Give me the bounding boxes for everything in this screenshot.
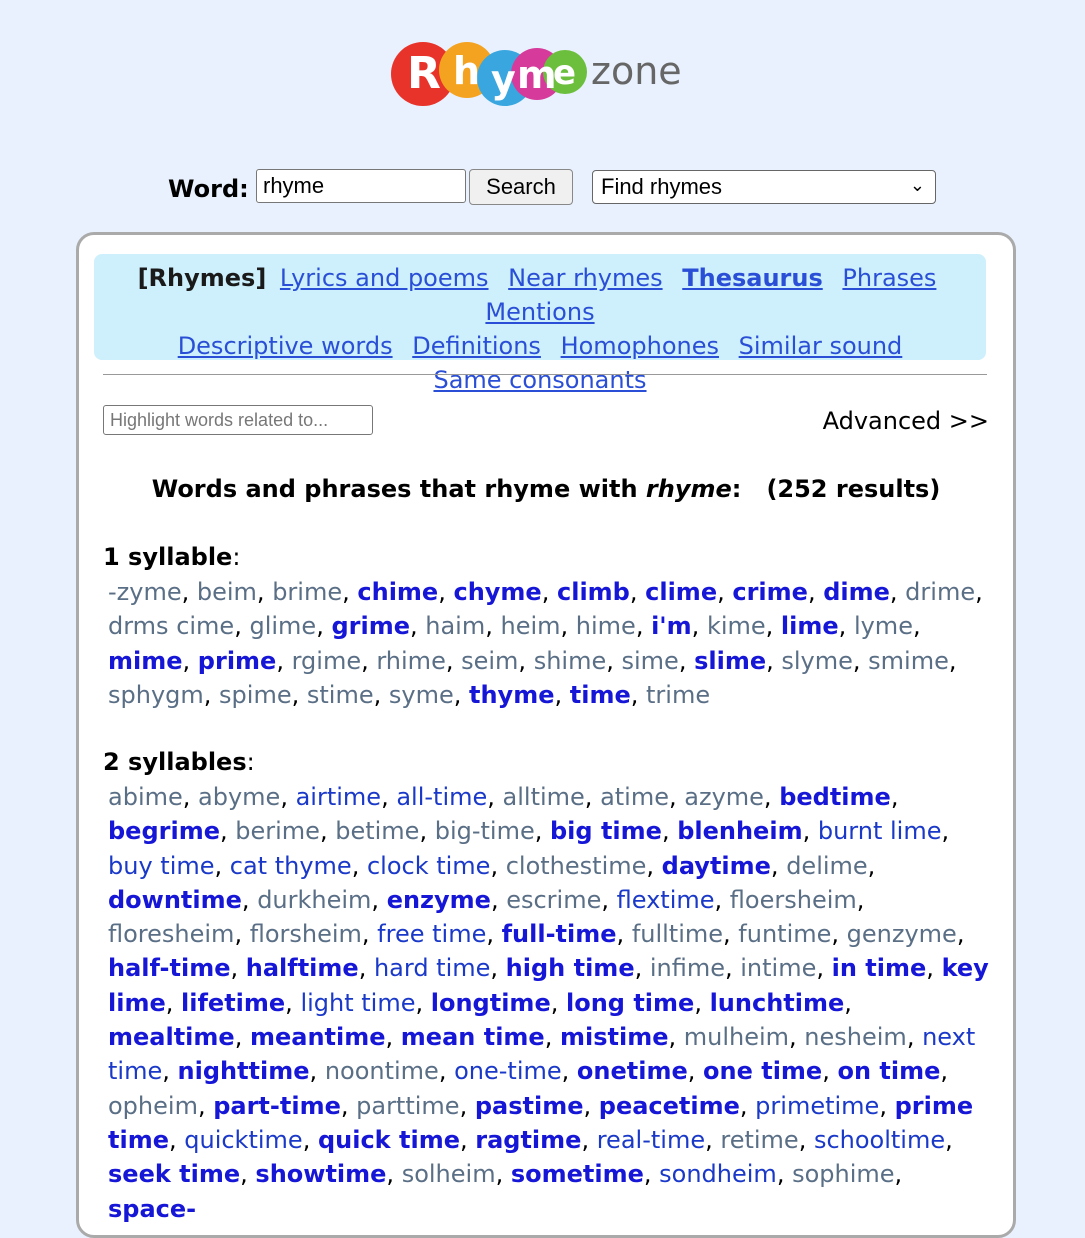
rhyme-word[interactable]: crime <box>732 578 808 606</box>
result-count: (252 results) <box>766 475 941 503</box>
nav-link-definitions[interactable]: Definitions <box>412 332 541 360</box>
nav-link-descriptive-words[interactable]: Descriptive words <box>177 332 393 360</box>
word-separator: , <box>687 1057 704 1086</box>
rhyme-word[interactable]: alltime <box>502 783 585 811</box>
word-separator: , <box>302 1125 318 1154</box>
rhyme-word[interactable]: solheim <box>401 1160 496 1189</box>
word-separator: , <box>203 680 220 709</box>
word-separator: , <box>234 612 250 641</box>
word-separator: , <box>765 612 781 641</box>
rhyme-word[interactable]: prime time <box>108 1091 974 1154</box>
rhyme-word[interactable]: airtime <box>295 783 382 811</box>
rhyme-word[interactable]: one-time <box>454 1057 562 1086</box>
rhyme-word[interactable]: sophime <box>792 1160 895 1189</box>
word-separator: , <box>485 612 501 641</box>
rhyme-word[interactable]: half-time <box>108 954 231 983</box>
word-separator: , <box>419 817 435 846</box>
word-separator: , <box>643 1160 660 1189</box>
word-separator: , <box>975 578 983 606</box>
rhyme-word[interactable]: buy time <box>108 851 215 880</box>
logo-letter: y <box>491 57 516 101</box>
rhyme-word[interactable]: burnt lime <box>817 817 942 846</box>
results-panel <box>76 232 1016 1238</box>
logo-letter: m <box>517 53 557 97</box>
word-separator: , <box>940 1057 949 1086</box>
word-separator: , <box>844 988 852 1017</box>
rhyme-word[interactable]: key lime <box>108 954 989 1017</box>
rhyme-word[interactable]: quick time <box>317 1125 460 1154</box>
word-separator: , <box>490 851 506 880</box>
rhyme-word[interactable]: downtime <box>108 885 242 914</box>
rhyme-word[interactable]: atime <box>600 783 669 811</box>
word-separator: , <box>926 954 942 983</box>
rhyme-word[interactable]: free time <box>377 920 487 949</box>
word-separator: , <box>890 783 899 811</box>
nav-current-rhymes: [Rhymes] <box>137 264 267 292</box>
logo-letter: h <box>453 49 481 93</box>
word-separator: , <box>798 1125 814 1154</box>
heading-word: rhyme <box>645 475 732 503</box>
word-separator: , <box>705 1125 721 1154</box>
rhyme-word[interactable]: time <box>569 680 631 709</box>
rhyme-word[interactable]: fulltime <box>631 920 724 949</box>
rhyme-word[interactable]: all-time <box>396 783 488 811</box>
rhyme-word[interactable]: i'm <box>651 612 692 641</box>
word-separator: , <box>629 578 646 606</box>
rhymezone-logo[interactable] <box>385 26 715 122</box>
word-separator: , <box>822 1057 838 1086</box>
rhyme-word[interactable]: chyme <box>453 578 542 606</box>
rhyme-word[interactable]: escrime <box>506 885 602 914</box>
word-separator: , <box>340 1091 357 1120</box>
rhyme-word[interactable]: part-time <box>213 1091 341 1120</box>
logo-zone-text: zone <box>591 49 682 93</box>
rhyme-word[interactable]: genzyme <box>846 920 957 949</box>
word-separator: , <box>280 783 296 811</box>
rhyme-word[interactable]: abyme <box>198 783 281 811</box>
rhyme-word[interactable]: mime <box>108 646 183 675</box>
rhyme-word[interactable]: sometime <box>510 1160 644 1189</box>
word-separator: , <box>361 646 377 675</box>
mode-select-value: Find rhymes <box>601 174 723 199</box>
word-separator: , <box>766 646 782 675</box>
rhyme-word[interactable]: clime <box>645 578 718 606</box>
rhyme-word[interactable]: -zyme <box>108 578 182 606</box>
rhyme-word[interactable]: kime <box>706 612 766 641</box>
rhyme-word[interactable]: lyme <box>853 612 913 641</box>
word-separator: , <box>941 817 950 846</box>
result-type-nav <box>94 254 986 394</box>
logo-letter: e <box>553 53 577 93</box>
rhyme-word[interactable]: quicktime <box>184 1125 303 1154</box>
rhyme-word[interactable]: durkheim <box>257 885 372 914</box>
rhyme-word[interactable]: slyme <box>781 646 853 675</box>
nav-link-mentions[interactable]: Mentions <box>485 298 595 326</box>
word-list <box>103 780 993 1226</box>
word-separator: , <box>889 578 906 606</box>
rhyme-word[interactable]: delime <box>786 851 868 880</box>
results-heading <box>79 475 1013 503</box>
search-button[interactable]: Search <box>469 169 573 205</box>
rhyme-word[interactable]: berime <box>235 817 320 846</box>
rhyme-word[interactable]: prime <box>197 646 277 675</box>
word-separator: , <box>319 817 336 846</box>
rhyme-word[interactable]: mulheim <box>683 1023 790 1052</box>
nav-link-homophones[interactable]: Homophones <box>560 332 719 360</box>
word-list <box>103 575 993 712</box>
word-separator: , <box>381 783 397 811</box>
word-separator: , <box>534 817 550 846</box>
rhyme-word[interactable]: cat thyme <box>229 851 352 880</box>
rhyme-word[interactable]: blenheim <box>677 817 803 846</box>
word-separator: , <box>544 1023 560 1052</box>
rhyme-word[interactable]: parttime <box>356 1091 460 1120</box>
word-separator: , <box>256 578 273 606</box>
word-separator: , <box>168 1125 185 1154</box>
nav-link-thesaurus[interactable]: Thesaurus <box>682 264 823 292</box>
section-1-syllable: 1 syllable: -zyme, beim, brime, chime, chyme, climb, clime, crime, dime, drime, drms cime, glime, grime, haim, heim, hime, i'm, kime, lime, lyme, mime, prime, rgime, rhime, seim, shime, sime, slime, slyme, smime, sphygm, spime, stime, syme, thyme, time, trime <box>103 543 993 712</box>
rhyme-word[interactable]: one time <box>703 1057 823 1086</box>
mode-select[interactable] <box>592 170 936 204</box>
logo-letter: R <box>407 48 441 99</box>
nav-link-same-consonants[interactable]: Same consonants <box>433 366 647 394</box>
rhyme-word[interactable]: betime <box>335 817 420 846</box>
rhyme-word[interactable]: bedtime <box>779 783 891 811</box>
word-separator: , <box>616 920 632 949</box>
rhyme-word[interactable]: floresheim <box>108 920 235 949</box>
rhyme-word[interactable]: drms cime <box>108 612 235 641</box>
word-separator: , <box>230 954 246 983</box>
word-separator: , <box>541 578 557 606</box>
word-separator: , <box>486 920 502 949</box>
word-separator: , <box>351 851 367 880</box>
rhyme-word[interactable]: mean time <box>400 1023 545 1052</box>
word-separator: , <box>583 1091 599 1120</box>
word-separator: , <box>831 920 847 949</box>
rhyme-word[interactable]: clock time <box>366 851 491 880</box>
word-separator: , <box>453 680 469 709</box>
word-separator: , <box>415 988 431 1017</box>
word-separator: , <box>409 612 426 641</box>
rhyme-word[interactable]: showtime <box>255 1160 387 1189</box>
rhyme-word[interactable]: hard time <box>373 954 491 983</box>
rhyme-word[interactable]: sime <box>621 646 679 675</box>
word-separator: , <box>182 646 198 675</box>
word-separator: , <box>445 646 462 675</box>
rhyme-word[interactable]: infime <box>649 954 725 983</box>
word-separator: , <box>371 885 387 914</box>
rhyme-word[interactable]: grime <box>331 612 410 641</box>
rhyme-word[interactable]: dime <box>823 578 890 606</box>
rhyme-word[interactable]: lime <box>780 612 839 641</box>
word-separator: , <box>560 612 576 641</box>
word-separator: , <box>912 612 921 641</box>
word-separator: , <box>838 612 854 641</box>
word-separator: , <box>807 578 824 606</box>
word-separator: , <box>234 920 250 949</box>
word-separator: , <box>789 1023 805 1052</box>
word-separator: , <box>635 612 652 641</box>
word-separator: , <box>241 885 258 914</box>
rhyme-word[interactable]: mistime <box>559 1023 669 1052</box>
rhyme-word[interactable]: space- <box>108 1194 197 1223</box>
nav-link-similar-sound[interactable]: Similar sound <box>738 332 903 360</box>
word-separator: , <box>386 1160 402 1189</box>
word-separator: , <box>459 1091 475 1120</box>
word-separator: , <box>678 646 695 675</box>
divider <box>103 374 987 375</box>
rhyme-word[interactable]: rgime <box>291 646 362 675</box>
word-separator: , <box>234 1023 250 1052</box>
word-separator: , <box>361 920 378 949</box>
rhyme-word[interactable]: next time <box>108 1023 976 1086</box>
word-separator: , <box>291 680 307 709</box>
word-separator: , <box>438 1057 455 1086</box>
rhyme-word[interactable]: mealtime <box>108 1023 235 1052</box>
word-separator: , <box>285 988 301 1017</box>
word-separator: , <box>162 1057 178 1086</box>
word-separator: , <box>561 1057 577 1086</box>
rhyme-word[interactable]: begrime <box>108 817 220 846</box>
word-separator: , <box>490 954 506 983</box>
logo-graphic <box>385 26 715 122</box>
rhyme-word[interactable]: floersheim <box>729 885 857 914</box>
word-separator: , <box>879 1091 895 1120</box>
word-separator: , <box>691 612 707 641</box>
rhyme-word[interactable]: meantime <box>249 1023 386 1052</box>
rhyme-word[interactable]: sphygm <box>108 680 204 709</box>
highlight-input[interactable]: Highlight words related to... <box>103 405 373 435</box>
rhyme-word[interactable]: hime <box>575 612 636 641</box>
word-separator: , <box>214 851 230 880</box>
rhyme-word[interactable]: seek time <box>108 1160 241 1189</box>
word-separator: , <box>606 646 622 675</box>
rhyme-word[interactable]: climb <box>556 578 630 606</box>
word-separator: , <box>487 783 503 811</box>
rhyme-word[interactable]: drime <box>905 578 976 606</box>
word-separator: , <box>581 1125 597 1154</box>
word-separator: , <box>554 680 570 709</box>
rhyme-word[interactable]: schooltime <box>813 1125 946 1154</box>
word-separator: , <box>342 578 358 606</box>
rhyme-word[interactable]: syme <box>388 680 454 709</box>
word-separator: , <box>309 1057 325 1086</box>
rhyme-word[interactable]: trime <box>646 680 711 709</box>
word-separator: , <box>630 680 646 709</box>
word-separator: , <box>763 783 780 811</box>
rhyme-word[interactable]: thyme <box>468 680 555 709</box>
word-separator: , <box>197 1091 214 1120</box>
word-separator: , <box>634 954 650 983</box>
rhyme-word[interactable]: intime <box>740 954 817 983</box>
rhyme-word[interactable]: brime <box>272 578 343 606</box>
rhyme-word[interactable]: abime <box>108 783 183 811</box>
rhyme-word[interactable]: smime <box>868 646 949 675</box>
rhyme-word[interactable]: halftime <box>245 954 359 983</box>
word-separator: , <box>739 1091 756 1120</box>
rhyme-word[interactable]: haim <box>425 612 486 641</box>
word-separator: , <box>894 1160 903 1189</box>
rhyme-word[interactable]: opheim <box>108 1091 198 1120</box>
word-label: Word: <box>168 175 249 203</box>
word-separator: , <box>219 817 236 846</box>
chevron-down-icon: ⌄ <box>909 175 925 195</box>
rhyme-word[interactable]: big time <box>550 817 662 846</box>
word-separator: , <box>694 988 710 1017</box>
rhyme-word[interactable]: rhime <box>376 646 446 675</box>
rhyme-word[interactable]: onetime <box>576 1057 688 1086</box>
heading-prefix: Words and phrases that rhyme with <box>151 475 638 503</box>
rhyme-word[interactable]: high time <box>505 954 635 983</box>
word-separator: , <box>601 885 617 914</box>
rhyme-word[interactable]: lunchtime <box>709 988 845 1017</box>
word-separator: , <box>816 954 832 983</box>
rhyme-word[interactable]: real-time <box>596 1125 706 1154</box>
rhyme-word[interactable]: funtime <box>738 920 832 949</box>
nav-link-lyrics[interactable]: Lyrics and poems <box>279 264 489 292</box>
rhyme-word[interactable]: glime <box>249 612 317 641</box>
heading-colon: : <box>731 475 742 503</box>
word-separator: , <box>181 578 197 606</box>
word-separator: , <box>669 783 685 811</box>
rhyme-word[interactable]: clothestime <box>505 851 647 880</box>
rhyme-word[interactable]: slime <box>694 646 767 675</box>
section-2-syllables: 2 syllables: abime, abyme, airtime, all-time, alltime, atime, azyme, bedtime, begrime, berime, betime, big-time, big time, blenheim, burnt lime, buy time, cat thyme, clock time, clothestime, daytime, delime, downtime, durkheim, enzyme, escrime, flextime, floersheim, floresheim, florsheim, free time, full-time, fulltime, funtime, genzyme, half-time, halftime, hard time, high time, infime, intime, in time, key lime, lifetime, light time, longtime, long time, lunchtime, mealtime, meantime, mean time, mistime, mulheim, nesheim, next time, nighttime, noontime, one-time, onetime, one time, on time, opheim, part-time, parttime, pastime, peacetime, primetime, prime time, quicktime, quick time, ragtime, real-time, retime, schooltime, seek time, showtime, solheim, sometime, sondheim, sophime, space- <box>103 748 993 1226</box>
search-bar <box>0 168 1085 208</box>
rhyme-word[interactable]: shime <box>533 646 607 675</box>
rhyme-word[interactable]: noontime <box>324 1057 439 1086</box>
word-separator: , <box>276 646 292 675</box>
advanced-link[interactable]: Advanced >> <box>822 407 989 435</box>
section-title: 1 syllable <box>103 543 233 571</box>
rhyme-word[interactable]: full-time <box>501 920 617 949</box>
rhyme-word[interactable]: retime <box>720 1125 799 1154</box>
rhyme-word[interactable]: enzyme <box>386 885 491 914</box>
rhyme-word[interactable]: chime <box>357 578 439 606</box>
rhyme-word[interactable]: peacetime <box>598 1091 740 1120</box>
word-separator: , <box>725 954 741 983</box>
word-separator: , <box>518 646 534 675</box>
rhyme-word[interactable]: in time <box>831 954 927 983</box>
rhyme-word[interactable]: daytime <box>661 851 771 880</box>
word-separator: , <box>584 783 601 811</box>
word-separator: , <box>852 646 869 675</box>
rhyme-word[interactable]: stime <box>306 680 374 709</box>
rhyme-word[interactable]: florsheim <box>249 920 362 949</box>
rhyme-word[interactable]: seim <box>461 646 519 675</box>
word-separator: , <box>668 1023 684 1052</box>
word-input[interactable] <box>256 169 466 203</box>
word-separator: , <box>802 817 818 846</box>
word-separator: , <box>358 954 374 983</box>
rhyme-word[interactable]: big-time <box>434 817 535 846</box>
section-title: 2 syllables <box>103 748 247 776</box>
rhyme-word[interactable]: long time <box>565 988 695 1017</box>
word-separator: , <box>459 1125 476 1154</box>
nav-link-phrases[interactable]: Phrases <box>842 264 937 292</box>
word-separator: , <box>948 646 957 675</box>
rhyme-word[interactable]: nesheim <box>804 1023 907 1052</box>
rhyme-word[interactable]: sondheim <box>659 1160 777 1189</box>
nav-link-near-rhymes[interactable]: Near rhymes <box>508 264 663 292</box>
word-separator: , <box>182 783 199 811</box>
word-separator: , <box>373 680 389 709</box>
rhyme-word[interactable]: longtime <box>430 988 551 1017</box>
word-separator: , <box>770 851 787 880</box>
rhyme-word[interactable]: nighttime <box>177 1057 310 1086</box>
rhyme-word[interactable]: spime <box>219 680 292 709</box>
word-separator: , <box>723 920 739 949</box>
rhyme-word[interactable]: flextime <box>616 885 715 914</box>
rhyme-word[interactable]: ragtime <box>475 1125 582 1154</box>
word-separator: , <box>717 578 733 606</box>
word-separator: , <box>661 817 678 846</box>
rhyme-word[interactable]: primetime <box>755 1091 880 1120</box>
word-separator: , <box>438 578 454 606</box>
word-separator: , <box>856 885 865 914</box>
word-separator: , <box>490 885 507 914</box>
word-separator: , <box>550 988 566 1017</box>
word-separator: , <box>906 1023 923 1052</box>
word-separator: , <box>714 885 730 914</box>
word-separator: , <box>867 851 876 880</box>
rhyme-word[interactable]: beim <box>196 578 257 606</box>
rhyme-word[interactable]: heim <box>500 612 561 641</box>
rhyme-word[interactable]: pastime <box>474 1091 584 1120</box>
rhyme-word[interactable]: on time <box>837 1057 941 1086</box>
word-separator: , <box>495 1160 511 1189</box>
rhyme-word[interactable]: lifetime <box>181 988 286 1017</box>
word-separator: , <box>385 1023 401 1052</box>
word-separator: , <box>945 1125 953 1154</box>
word-separator: , <box>776 1160 793 1189</box>
word-separator: , <box>956 920 965 949</box>
word-separator: , <box>165 988 182 1017</box>
rhyme-word[interactable]: azyme <box>684 783 764 811</box>
word-separator: , <box>240 1160 256 1189</box>
word-separator: , <box>316 612 332 641</box>
word-separator: , <box>646 851 662 880</box>
rhyme-word[interactable]: light time <box>300 988 416 1017</box>
